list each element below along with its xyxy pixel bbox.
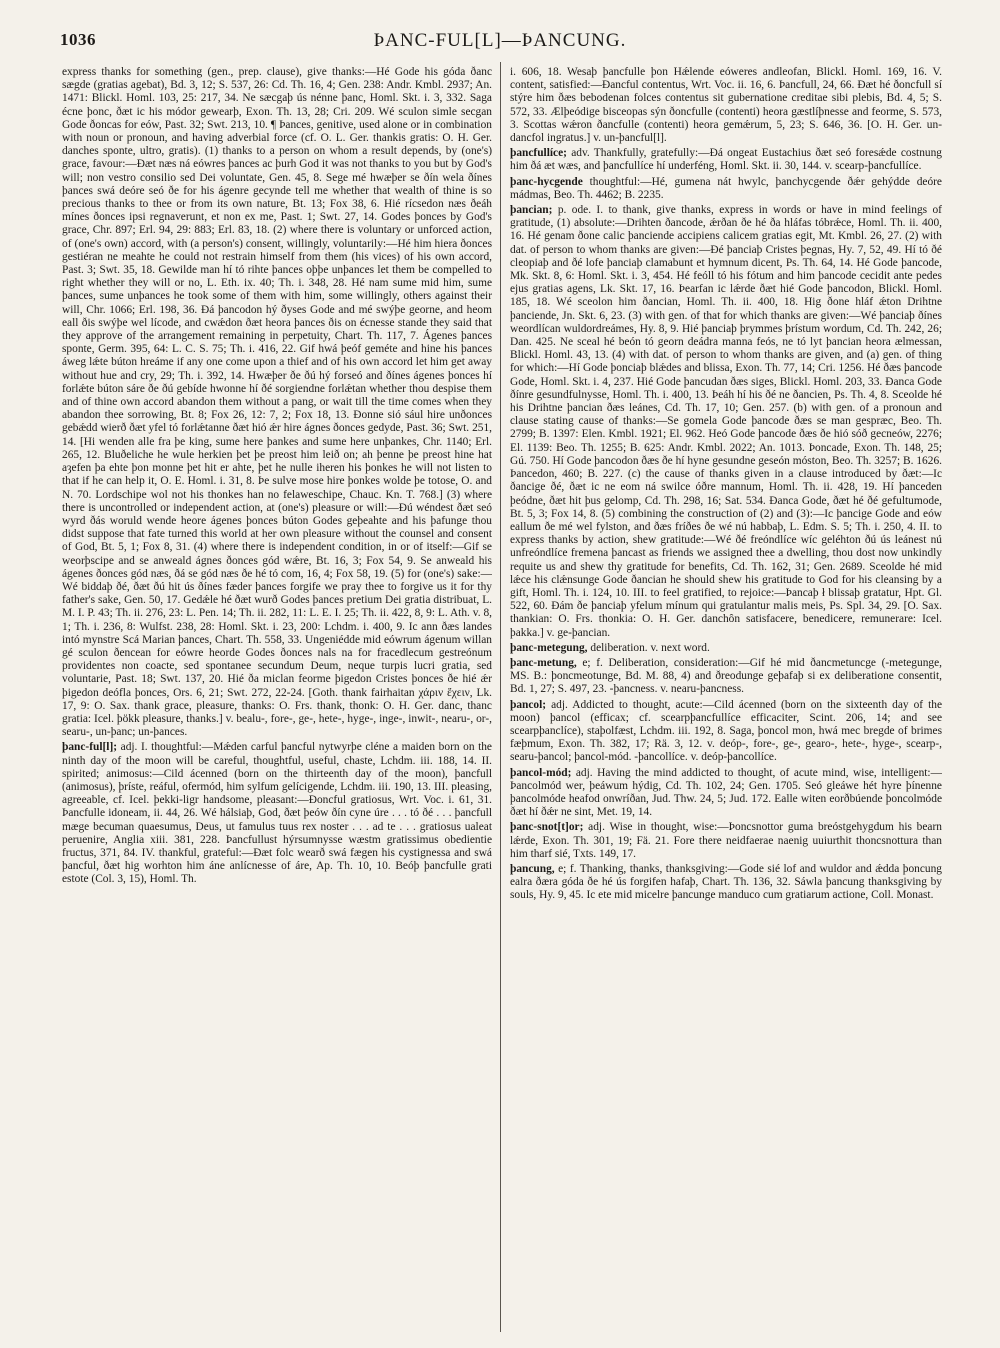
- entry-definition: thoughtful:—Hé, gumena nát hwylc, þanchycgende ðǽr gehýdde deóre mádmas, Beo. Th. 4462; B. 2235.: [510, 175, 942, 201]
- page-number: 1036: [60, 30, 96, 49]
- entry-definition: e; f. Thanking, thanks, thanksgiving:—Gode sié lof and wuldor and ǽdda þoncung ealra ðæra góda ðe hé ús forgifen hafaþ, Chart. Th. 136, 32. Sáwla þancung thanksgiving by souls, Hy. 9, 45. Ic ete mid micelre þancunge manduco cum gratiarum actione, Coll. Monast.: [510, 862, 942, 902]
- entry-definition: adj. Addicted to thought, acute:—Cild ácenned (born on the sixteenth day of the moon) þancol (efficax; cf. scearpþancfullíce efficaciter, Scint. 206, 14; and see scearpþanclíce), staþolfæst, Lchdm. iii. 192, 8. Saga, þoncol mon, hwá mec bregde of brimes fæþmum, Exon. Th. 382, 17; Rä. 3, 12. v. deóp-, fore-, ge-, gearo-, hete-, hyge-, scearp-, searu-þancol; þancol-mód. -þancollíce. v. deóp-þancollíce.: [510, 698, 942, 764]
- dictionary-entry: [510, 863, 942, 903]
- entry-definition: p. ode. I. to thank, give thanks, express in words or have in mind feelings of gratitude, (1) absolute:—Drihten ðancode, ǽrðan ðe hé ða hláfas tóbrǽce, Homl. Th. ii. 400, 16. Hé genam ðone calic þanciende accipiens calicem gratias egit, Mt. Kmbl. 26, 27. (2) with dat. of person to whom thanks are given:—Ðé þanciaþ Cristes þegnas, Hy. 7, 52, 49. Hí tó ðé cleopiaþ and ðé lofe þanciaþ clamabunt et hymnum dicent, Ps. Th. 64, 14. Hé Gode þancode, Mk. Skt. 8, 6: Homl. Skt. i. 3, 454. Hé feóll tó his fótum and him þancode cecidit ante pedes ejus gratias agens, Lk. Skt. 17, 16. Þearfan ic lǽrde ðæt hié Gode þancodon, Blickl. Homl. 185, 18. Wé sceolon him ðancian, Homl. Th. ii. 400, 18. Hig ðone hláf ǽton Drihtne þanciende, Jn. Skt. 6, 23. (3) with gen. of that for which thanks are given:—Wé þanciaþ ðínes weordlícan wuldordreámes, Hy. 8, 9. Hié þanciaþ þrymmes þrístum wordum, Cd. Th. 242, 26; Dan. 425. Ne sceal hé beón tó georn deádra manna feós, ne tó lyt þancian heora ælmessan, Blickl. Homl. 43, 13. (4) with dat. of person to whom thanks are given, and (a) gen. of thing for which:—Hí Gode þonciaþ blǽdes and blissa, Exon. Th. 77, 14; Cri. 1256. Hé ðæs þancode Gode, Homl. Skt. i. 4, 237. Hié Gode þancudan ðæs siges, Blickl. Homl. 203, 33. Ðanca Gode ðínre gesundfulnysse, Homl. Th. i. 400, 13. Þeáh hí his ðé ne ðancien, Ps. Th. 4, 8. Sceolde hé his Drihtne þancian ðæs leánes, Cd. Th. 17, 10; Gen. 257. (b) with gen. of a pronoun and clause stating cause of thanks:—Se gomela Gode þancode ðæs se man gespræc, Beo. Th. 2799; B. 1397: Elen. Kmbl. 1921; El. 962. Heó Gode þancode ðæs ðe hió sóð gecneów, 2276; El. 1139: Beo. Th. 1255; B. 625: Andr. Kmbl. 2022; An. 1013. Þoncade, Exon. Th. 148, 25; Gú. 750. Hí Gode þancodon ðæs ðe hí hyne gesundne geseón móston, Beo. Th. 3257; B. 1626. Þancedon, 460; B. 227. (c) the cause of thanks given in a clause introduced by ðæt:—Ic ðancige ðé, ðæt ic ne eom ná swilce óðre mannum, Homl. Th. ii. 428, 19. Hí þanceden þeódne, ðæt hit þus gelomp, Cd. Th. 298, 16; Sat. 534. Ðanca Gode, ðæt hé ðé gefultumode, Bt. 5, 3; Fox 14, 8. (5) combining the construction of (2) and (3):—Ic þancige Gode and eów eallum ðe mé wel fylston, and ðæs fríðes ðe wé nú habbaþ, L. Edm. S. 5; Th. i. 250, 4. II. to express thanks by action, shew gratitude:—Wé ðé freóndlíce wíc geléhton ðú ús leánest nú unfreóndlíce fremena þancast as friends we assigned thee a dwelling, thou dost now unkindly requite us and shew thy gratitude for benefits, Cd. Th. 162, 31; Gen. 2689. Sceolde hé mid lǽce his clǽnsunge Gode ðancian he should shew his gratitude to God for his cleansing by a gift, Homl. Th. i. 124, 10. III. to feel gratified, to rejoice:—Þancaþ ł blissaþ gratatur, Hpt. Gl. 522, 60. Ðám ðe þanciaþ yfelum mínum qui gratulantur malis meis, Ps. Spl. 34, 29. [O. Sax. thankian: O. Frs. thonkia: O. H. Ger. danchôn satisfacere, benedicere, remunerare: Icel. þakka.] v. ge-þancian.: [510, 204, 942, 639]
- entry-headword: þanc-hycgende: [510, 175, 583, 188]
- column-divider: [500, 62, 501, 1332]
- dictionary-entry: [510, 657, 942, 697]
- running-head: ÞANC-FUL[L]—ÞANCUNG.: [373, 30, 627, 51]
- entry-headword: þanc-snot[t]or;: [510, 821, 584, 834]
- entry-headword: þancung,: [510, 862, 555, 875]
- entry-headword: þanc-ful[l];: [62, 741, 118, 754]
- entry-definition: e; f. Deliberation, consideration:—Gif hé mid ðancmetuncge (-metegunge, MS. B.: þoncmeotunge, Bd. M. 88, 4) and ðreodunge geþafaþ si ex deliberatione consentit, Bd. 1, 27; S. 497, 23. -þancness. v. nearu-þancness.: [510, 656, 942, 696]
- entry-headword: þancol-mód;: [510, 766, 572, 779]
- dictionary-entry: [62, 741, 492, 886]
- entry-headword: þancian;: [510, 204, 553, 217]
- dictionary-entry: [510, 204, 942, 640]
- entry-definition: adj. Wise in thought, wise:—Þoncsnottor guma breóstgehygdum his bearn lǽrde, Exon. Th. 301, 19; Fä. 21. Fore there neidfaerae naenig uuiurthit thoncsnottura than him tharf sié, Txts. 149, 17.: [510, 821, 942, 860]
- entry-headword: þanc-metung,: [510, 656, 577, 669]
- dictionary-entry: [510, 66, 942, 145]
- entry-definition: deliberation. v. next word.: [590, 641, 710, 654]
- dictionary-entry: [510, 642, 942, 655]
- page-header: [60, 30, 940, 58]
- entry-headword: þanc-metegung,: [510, 641, 588, 654]
- entry-definition: adj. Having the mind addicted to thought, of acute mind, wise, intelligent:—Þancolmód wer, þeáwum hýdig, Cd. Th. 102, 24; Gen. 1705. Seó gleáwe hét hyre þínenne þancolmóde heafod onwríðan, Jud. Thw. 24, 5; Jud. 172. Ealle witen eorðbúende þoncolmóde ðæt hí ðǽr ne sint, Met. 19, 14.: [510, 766, 942, 819]
- entry-definition: adv. Thankfully, gratefully:—Ðá ongeat Eustachius ðæt seó foresǽde costnung him ðá æt wæs, and þancfullíce hí underféng, Homl. Skt. ii. 30, 144. v. scearp-þancfullíce.: [510, 147, 942, 173]
- entry-headword: þancfullíce;: [510, 147, 567, 160]
- dictionary-entry: [510, 767, 942, 820]
- entry-headword: þancol;: [510, 698, 547, 711]
- entry-text: i. 606, 18. Wesaþ þancfulle þon Hǽlende eóweres andleofan, Blickl. Homl. 169, 16. V. content, satisfied:—Ðancful contentus, Wrt. Voc. ii. 16, 6. Þancfull, 24, 66. Ðæt hé ðoncfull sí stýre him ðæs bebodenan folces contentus sit gubernatione creditae sibi plebis, Bd. 4, 5; S. 572, 33. Ælþeódige bisceopas sýn ðoncfulle (contenti) heora gæstlíþnesse and feorme, S. 573, 3. Scottas wǽron ðancfulle (contenti) heora gemǽrum, 5, 23; S. 646, 36. [O. H. Ger. un-dancfol ingratus.] v. un-þancful[l].: [510, 66, 942, 145]
- dictionary-entry: [510, 147, 942, 173]
- dictionary-entry: [62, 66, 492, 739]
- right-column: [510, 66, 942, 1332]
- dictionary-entry: [510, 821, 942, 861]
- entry-text: express thanks for something (gen., prep. clause), give thanks:—Hé Gode his góda ðanc sægde (gratias agebat), Bd. 3, 12; S. 537, 26: Cd. Th. 16, 4; Gen. 238: Andr. Kmbl. 2937; An. 1471: Blickl. Homl. 103, 25: 217, 34. Ne sæcgaþ ús nénne þanc, Homl. Skt. i. 3, 332. Saga écne þonc, ðæt ic his módor gewearþ, Exon. Th. 13, 28; Cri. 209. Wé sculon simle secgan Gode ðoncas for eów, Past. 32; Swt. 213, 10. ¶ Þances, genitive, used alone or in combination with noun or pronoun, and having adverbial force (cf. O. L. Ger. thankis gratis: O. H. Ger. danches sponte, ultro, gratis). (1) thanks to a person on whom a result depends, by (one's) grace, favour:—Ðæt næs ná eówres þances ac þurh God it was not thanks to you but by God's will; non vestro consilio sed Dei voluntate, Gen. 45, 8. Sege mé hwæþer se ðín wela ðínes þances swá deóre seó ðe for his ágenre gecynde tell me whether that wealth of thine is so precious thanks to thee or from its own nature, Bt. 13; Fox 38, 6. Hié rícsedon næs ðeáh mínes ðonces ipsi regnaverunt, et non ex me, Past. 1; Swt. 27, 14. Godes þonces by God's grace, Chr. 897; Erl. 94, 29: 883; Erl. 83, 18. (2) where there is voluntary or unforced action, of (one's own) accord, with (a person's) consent, willingly, voluntarily:—Hé him hiera ðonces gestiéran ne meahte he could not restrain himself from them (his vices) of his own accord, Past. 3; Swt. 35, 18. Gewilde man hí tó rihte þances oþþe unþances let them be compelled to right whether they will or no, L. Eth. ix. 40; Th. i. 348, 28. Hé nam sume mid him, sume þances, sume unþances he took some of them with him, some willingly, others against their will, Chr. 1066; Erl. 198, 36. Ðá þancodon hý ðyses Gode and mé swýþe georne, and heom eall ðis swýþe wel lícode, and cwǽdon ðæt heora þances ðis on écnesse stande they said that they approve of the arrangement remaining in perpetuity, Chart. Th. 117, 7. Ágenes þances sponte, Germ. 395, 64: L. C. S. 75; Th. i. 416, 22. Gif hwá þeóf geméte and hine his þances áweg lǽte búton hreáme if any one come upon a thief and of his own accord let him get away without hue and cry, 29; Th. i. 392, 14. Hwæþer ðe ðú hý forseó and ðínes ágenes þonces hí forlǽte búton sáre ðe ðú gebíde hwonne hí ðé sorgiendne forlǽtan whether thou despise them and of thine own accord abandon them without a pang, or wait till the time comes when they abandon thee sorrowing, Bt. 8; Fox 26, 12: 7, 2; Fox 18, 13. Ðonne sió sául hire unðonces gebǽdd wierð ðæt yfel tó forlǽtanne ðæt hió ǽr hire ágnes ðonces gedyde, Past. 36; Swt. 251, 14. [Hi wenden alle fra þe king, sume here þankes and sume here unþankes, Chr. 1140; Erl. 265, 12. Bluðeliche he wule herkien þet þe preost him leið on; ah þenne þe preost hine hat aȝefen þa ehte þon monne þet hit er ahte, þet he nulle iheren his þonkes he will not listen to that if he can help it, O. E. Homl. i. 31, 8. Þe sulve mose hire þonkes wolde þe totose, O. and N. 70. Lordschipe wol not his thonkes han no felaweschipe, Chauc. Kn. T. 768.] (3) where there is uncontrolled or independent action, at (one's) pleasure or will:—Ðú wéndest ðæt seó wyrd ðás woruld wende heore ágenes þonces búton Godes geþeahte and his þafunge thou didst suppose that fate turned this world at her own pleasure without the counsel and consent of God, Bt. 5, 1; Fox 8, 31. (4) where there is independent condition, in or of itself:—Gif se weorþscipe and se anweald ágnes ðonces gód wǽre, Bt. 16, 3; Fox 54, 9. Se anweald his ágenes ðonces gód næs, ðá se gód næs ðe hé tó com, 16, 4; Fox 58, 19. (5) for (one's) sake:—Wé biddaþ ðé, ðæt ðú hit ús ðínes fæder þances forgife we pray thee to forgive us it for thy father's sake, Gen. 50, 17. Gedǽle hé ðæt wurð Godes þances pretium Dei gratia distribuat, L. M. I. P. 43; Th. ii. 276, 23: L. Pen. 14; Th. ii. 282, 11: L. E. I. 25; Th. ii. 422, 8, 9: L. Ath. v. 8, 1; Th. i. 236, 8: Wulfst. 238, 28: Homl. Skt. i. 23, 200: Lchdm. i. 400, 9. Ic ann ðæs landes intó mynstre Scá Marian þances, Chart. Th. 558, 33. Ungeniédde mid eówrum ágenum willan gé sculon ðencean for eówre heorde Godes ðonces nals na for fracedlecum gestreónum providentes non coacte, sed spontanee secundum Deum, neque turpis lucri gratia, sed voluntarie, Past. 18; Swt. 137, 20. Hié ða miclan feorme þigedon Cristes þonces ðe hié ǽr þigedon deófla þonces, Ors. 6, 21; Swt. 272, 22-24. [Goth. thank fairhaitan χάριν ἔχειν, Lk. 17, 9: O. Sax. thank grace, pleasure, thanks: O. Frs. thank, thonk: O. H. Ger. danc, thanc gratia: Icel. þökk pleasure, thanks.] v. bealu-, fore-, ge-, hete-, hyge-, inge-, inwit-, nearu-, or-, searu-, un-þanc; un-þances.: [62, 66, 492, 739]
- dictionary-entry: [510, 176, 942, 202]
- left-column: [62, 66, 492, 1332]
- entry-definition: adj. I. thoughtful:—Mǽden carful þancful nytwyrþe cléne a maiden born on the ninth day of the moon will be careful, thoughtful, useful, chaste, Lchdm. iii. 188, 14. II. spirited; animosus:—Cild ácenned (born on the thirteenth day of the moon), þancfull (animosus), þríste, reáful, ofermód, him sylfum gelícigende, Lchdm. iii. 190, 13. III. pleasing, agreeable, cf. Icel. þekki-ligr handsome, pleasant:—Ðoncful gratiosus, Wrt. Voc. i. 61, 31. Þancfulle idoneam, ii. 44, 26. Wé hálsiaþ, God, ðæt þeów ðín cyne úre . . . tó ðé . . . þancfull mæge becuman quaesumus, Deus, ut famulus tuus rex noster . . . ad te . . . gratiosus ualeat peruenire, Anglia xiii. 381, 228. Þancfullust hýrsumnysse wæstm gratissimus obedientie fructus, 371, 84. IV. thankful, grateful:—Ðæt folc wearð swá fægen his cystignessa and swá þancful, ðæt hig worhton him áne anlícnesse of áre, Ap. Th. 10, 10. Beóþ þancfulle grati estote (Col. 3, 15), Homl. Th.: [62, 741, 492, 886]
- dictionary-entry: [510, 699, 942, 765]
